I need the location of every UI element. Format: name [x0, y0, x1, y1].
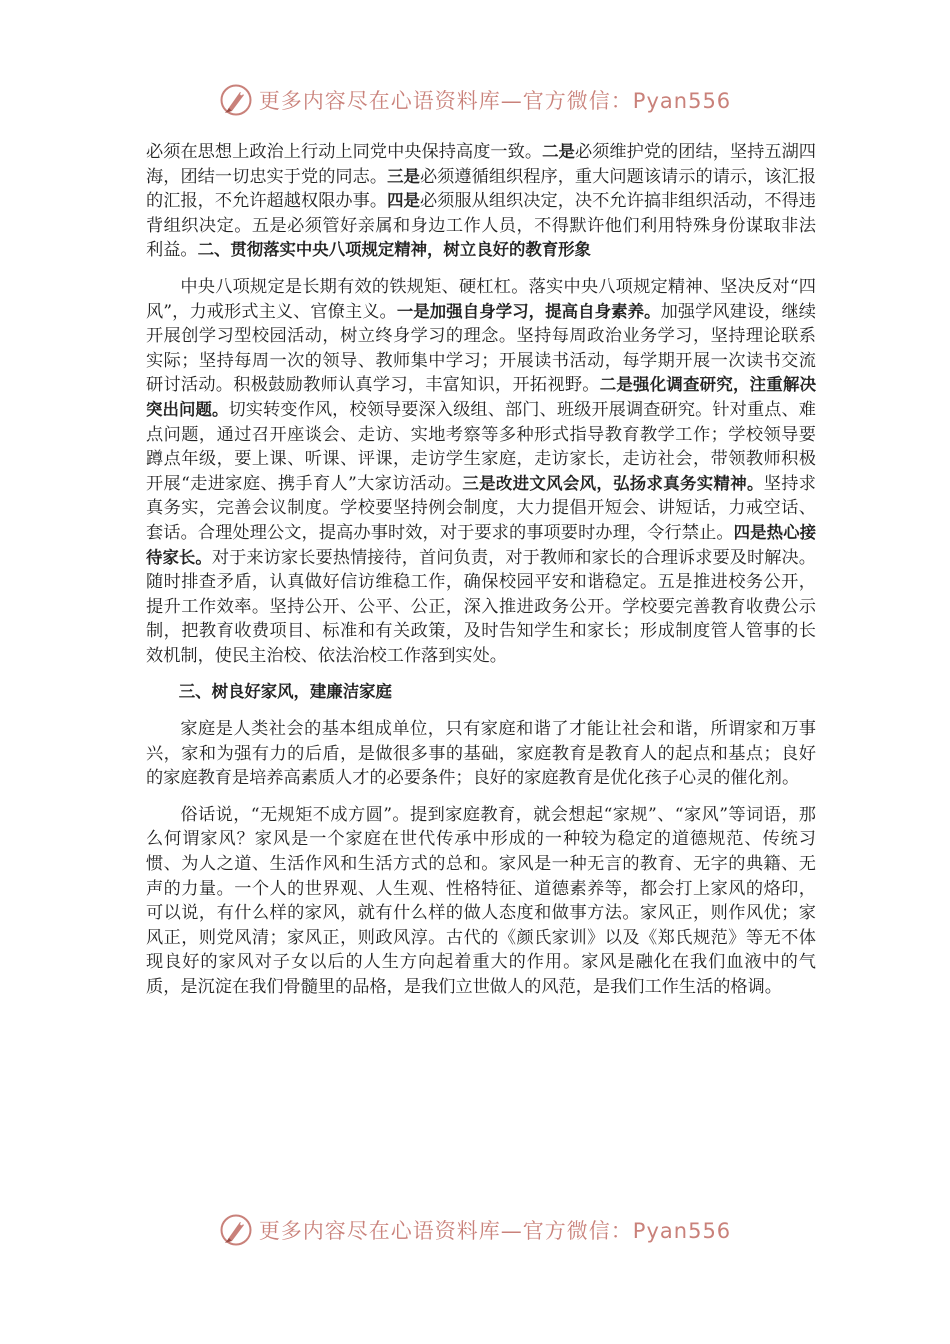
bold-text: 三是改进文风会风，弘扬求真务实精神。 [462, 473, 764, 493]
paragraph [146, 803, 816, 1000]
bold-text: 三是 [387, 166, 420, 186]
text-run: 中央八项规定是长期有效的铁规矩、硬杠杠。落实中央八项规定精神、坚决反对“四风”，力戒形式主义、官僚主义。 [146, 276, 816, 322]
text-run: 必须遵循组织程序，重大问题该请示的请示，该汇报的汇报，不允许超越权限办事。 [146, 166, 816, 212]
text-run: 对于来访家长要热情接待，首问负责，对于教师和家长的合理诉求要及时解决。随时排查矛盾，认真做好信访维稳工作，确保校园平安和谐稳定。五是推进校务公开，提升工作效率。坚持公开、公平、公正，深入推进政务公开。学校要完善教育收费公示制，把教育收费项目、标准和有关政策，及时告知学生和家长；形成制度管人管事的长效机制，使民主治校、依法治校工作落到实处。 [146, 547, 816, 666]
section-heading [146, 680, 816, 705]
bold-text: 一是加强自身学习，提高自身素养。 [396, 301, 661, 321]
text-run: 坚持求真务实，完善会议制度。学校要坚持例会制度，大力提倡开短会、讲短话，力戒空话、套话。合理处理公文，提高办事时效，对于要求的事项要时办理，令行禁止。 [146, 473, 816, 543]
text-run: 必须服从组织决定，决不允许搞非组织活动，不得违背组织决定。五是必须管好亲属和身边工作人员，不得默许他们利用特殊身份谋取非法利益。 [146, 191, 816, 261]
text-run: 家庭是人类社会的基本组成单位，只有家庭和谐了才能让社会和谐，所谓家和万事兴，家和为强有力的后盾，是做很多事的基础，家庭教育是教育人的起点和基点；良好的家庭教育是培养高素质人才的必要条件；良好的家庭教育是优化孩子心灵的催化剂。 [146, 719, 816, 789]
pen-nib-logo-icon [219, 1213, 253, 1247]
text-run: 必须在思想上政治上行动上同党中央保持高度一致。 [146, 142, 543, 162]
bold-text: 二、贯彻落实中央八项规定精神，树立良好的教育形象 [197, 240, 591, 260]
pen-nib-logo-icon [219, 83, 253, 117]
bold-text: 二是 [542, 142, 575, 161]
text-run: 加强学风建设，继续开展创学习型校园活动，树立终身学习的理念。坚持每周政治业务学习，坚持理论联系实际；坚持每周一次的领导、教师集中学习；开展读书活动，每学期开展一次读书交流研讨活动。积极鼓励教师认真学习，丰富知识，开拓视野。 [146, 301, 816, 396]
paragraph [146, 140, 816, 263]
bold-text: 二是强化调查研究，注重解决突出问题。 [146, 375, 816, 419]
text-run: 切实转变作风，校领导要深入级组、部门、班级开展调查研究。针对重点、难点问题，通过召开座谈会、走访、实地考察等多种形式指导教育教学工作；学校领导要蹲点年级，要上课、听课、评课，走访学生家庭，走访家长，走访社会，带领教师积极开展“走进家庭、携手育人”大家访活动。 [146, 399, 816, 494]
text-run: 必须维护党的团结，坚持五湖四海，团结一切忠实于党的同志。 [146, 142, 816, 187]
bold-text: 四是 [387, 191, 420, 211]
text-run: 三、树良好家风，建廉洁家庭 [178, 682, 392, 702]
footer-banner [0, 1208, 950, 1252]
bold-text: 四是热心接待家长。 [146, 522, 816, 567]
text-run: 俗话说，“无规矩不成方圆”。提到家庭教育，就会想起“家规”、“家风”等词语，那么何谓家风？家风是一个家庭在世代传承中形成的一种较为稳定的道德规范、传统习惯、为人之道、生活作风和生活方式的总和。家风是一种无言的教育、无字的典籍、无声的力量。一个人的世界观、人生观、性格特征、道德素养等，都会打上家风的烙印，可以说，有什么样的家风，就有什么样的做人态度和做事方法。家风正，则作风优；家风正，则党风清；家风正，则政风淳。古代的《颜氏家训》以及《郑氏规范》等无不体现良好的家风对子女以后的人生方向起着重大的作用。家风是融化在我们血液中的气质，是沉淀在我们骨髓里的品格，是我们立世做人的风范，是我们工作生活的格调。 [146, 804, 816, 997]
paragraph [146, 275, 816, 669]
document-body [146, 140, 816, 1000]
paragraph [146, 717, 816, 791]
banner-text: 更多内容尽在心语资料库—官方微信：Pyan556 [258, 89, 732, 113]
banner-text: 更多内容尽在心语资料库—官方微信：Pyan556 [258, 1219, 732, 1243]
header-banner [0, 78, 950, 122]
